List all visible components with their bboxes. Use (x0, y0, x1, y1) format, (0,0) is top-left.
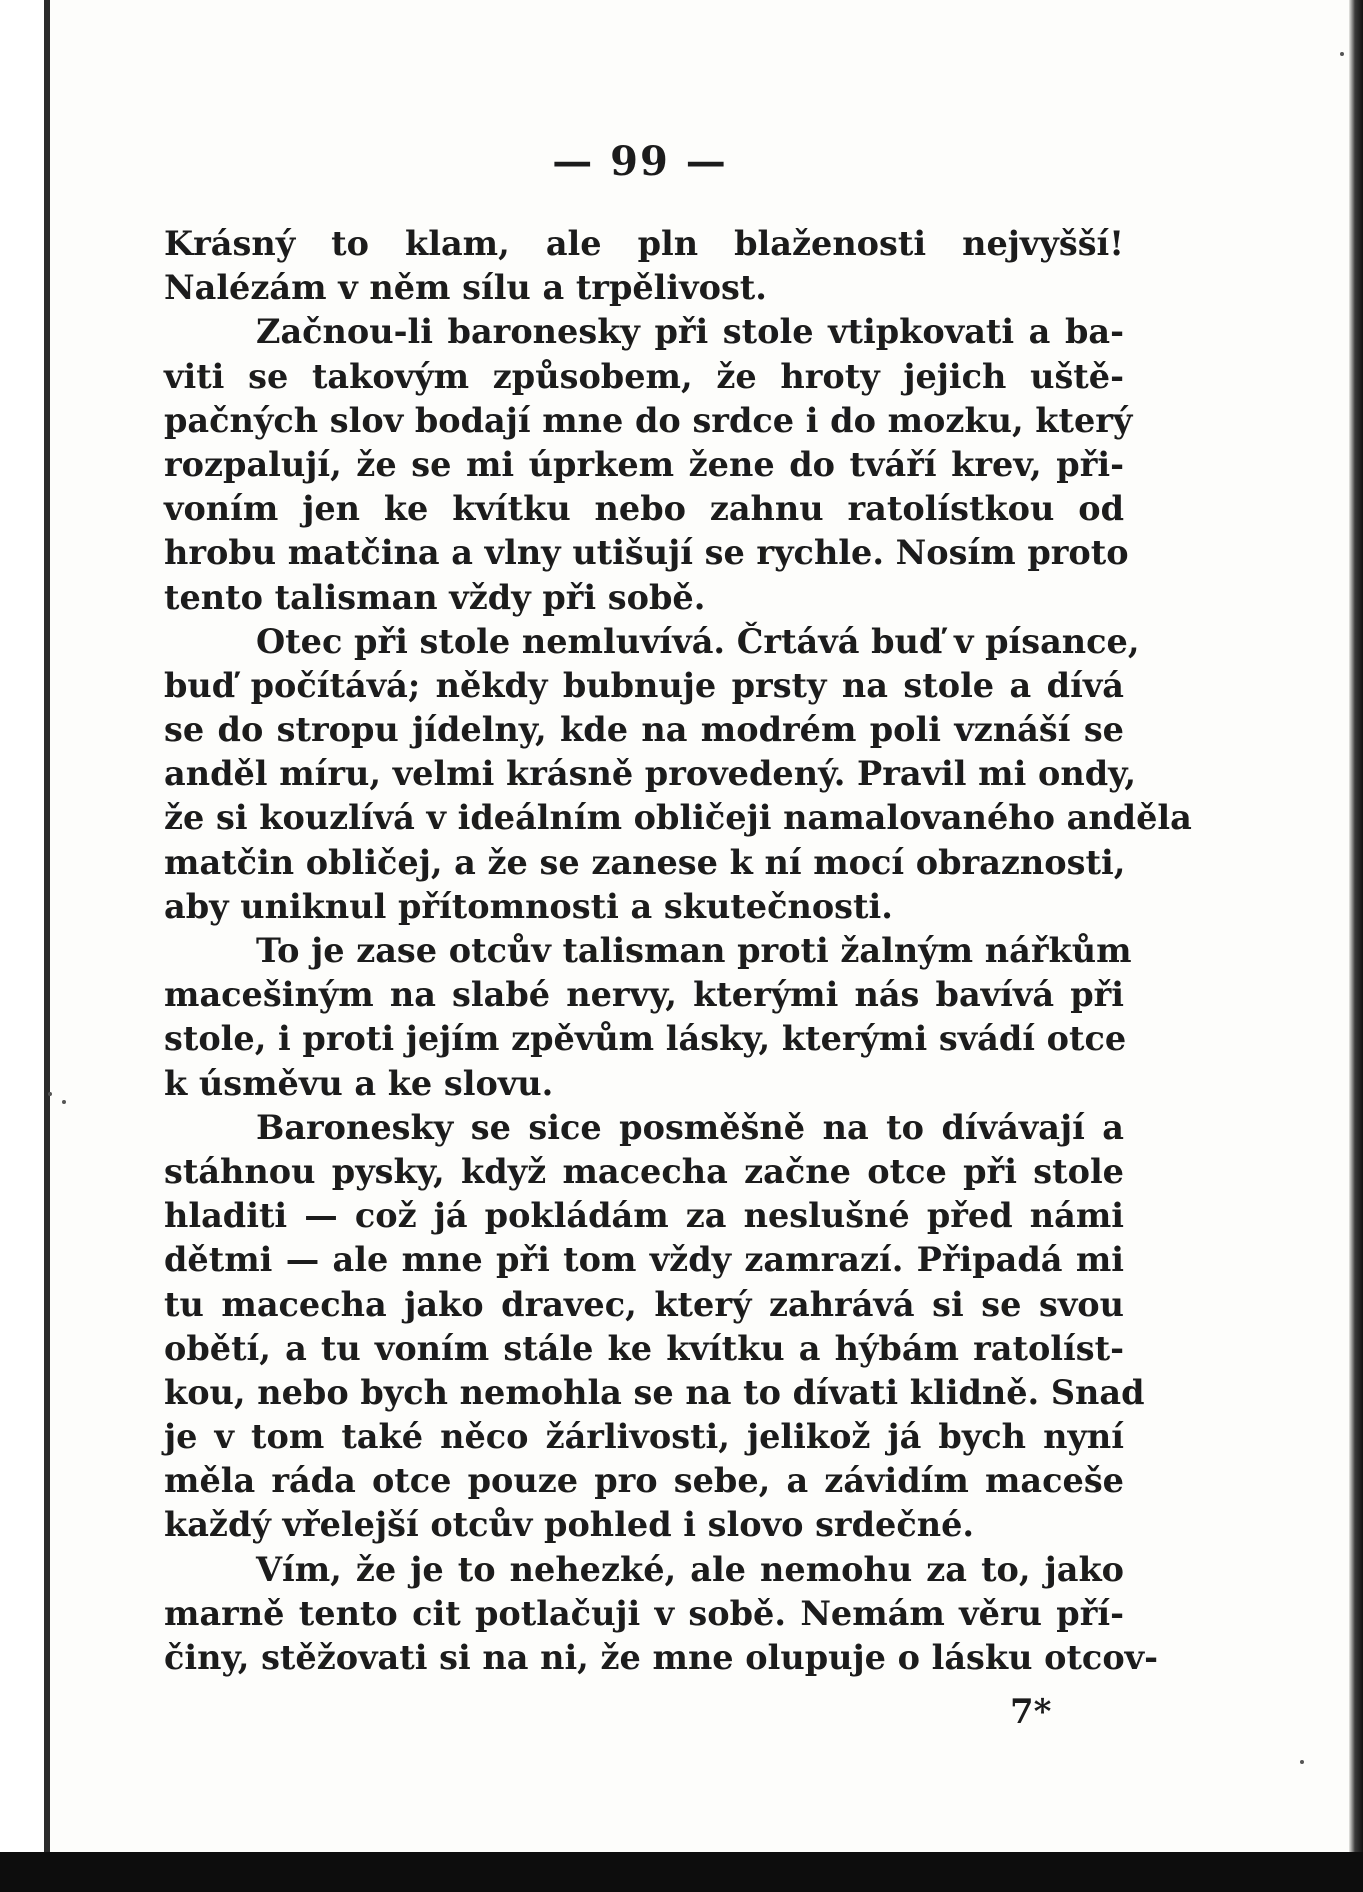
text-line: viti se takovým způsobem, že hroty jejich uště- (164, 356, 1124, 396)
text-line: že si kouzlívá v ideálním obličeji namalovaného anděla (164, 798, 1192, 838)
text-line: anděl míru, velmi krásně provedený. Pravil mi ondy, (164, 754, 1137, 794)
text-line: Začnou-li baronesky při stole vtipkovati a ba- (256, 312, 1124, 352)
text-line: stáhnou pysky, když macecha začne otce při stole (164, 1151, 1124, 1191)
text-line: měla ráda otce pouze pro sebe, a závidím maceše (164, 1461, 1124, 1501)
text-line: tu macecha jako dravec, který zahrává si se svou (164, 1284, 1124, 1324)
body-text (164, 222, 1192, 1680)
text-line: stole, i proti jejím zpěvům lásky, kterými svádí otce (164, 1019, 1127, 1059)
text-line: tento talisman vždy při sobě. (164, 577, 706, 617)
text-line: Vím, že je to nehezké, ale nemohu za to, jako (256, 1549, 1124, 1589)
text-line: aby uniknul přítomnosti a skutečnosti. (164, 886, 893, 926)
scan-speck (48, 1092, 52, 1096)
scan-speck (62, 1100, 66, 1104)
text-line: To je zase otcův talisman proti žalným nářkům (256, 931, 1132, 970)
page-bottom-edge (0, 1852, 1363, 1892)
scan-speck (1300, 1760, 1304, 1764)
text-line: hrobu matčina a vlny utišují se rychle. Nosím proto (164, 533, 1129, 573)
text-line: kou, nebo bych nemohla se na to dívati klidně. Snad (164, 1372, 1145, 1412)
text-line: pačných slov bodají mne do srdce i do mozku, který (164, 400, 1133, 440)
text-line: k úsměvu a ke slovu. (164, 1063, 554, 1103)
text-line: buď počítává; někdy bubnuje prsty na stole a dívá (164, 665, 1124, 705)
text-line: obětí, a tu voním stále ke kvítku a hýbám ratolíst- (164, 1328, 1124, 1368)
signature-mark: 7* (1010, 1692, 1052, 1732)
text-line: každý vřelejší otcův pohled i slovo srdečné. (164, 1505, 975, 1545)
text-line: Baronesky se sice posměšně na to dívávají a (256, 1107, 1124, 1147)
text-line: rozpalují, že se mi úprkem žene do tváří krev, při- (164, 444, 1124, 484)
text-line: marně tento cit potlačuji v sobě. Nemám věru pří- (164, 1593, 1124, 1633)
page-right-edge (1349, 0, 1363, 1892)
text-line: matčin obličej, a že se zanese k ní mocí obraznosti, (164, 842, 1126, 882)
text-line: Krásný to klam, ale pln blaženosti nejvyšší! (164, 224, 1124, 263)
page-binding-edge (0, 0, 52, 1892)
scan-speck (1340, 52, 1344, 56)
text-line: je v tom také něco žárlivosti, jelikož já bych nyní (164, 1417, 1124, 1457)
text-line: Nalézám v něm sílu a trpělivost. (164, 268, 767, 308)
text-line: macešiným na slabé nervy, kterými nás bavívá při (164, 975, 1124, 1015)
text-line: hladiti — což já pokládám za neslušné před námi (164, 1196, 1124, 1236)
text-line: voním jen ke kvítku nebo zahnu ratolístkou od (164, 489, 1124, 529)
text-line: činy, stěžovati si na ni, že mne olupuje o lásku otcov- (164, 1638, 1159, 1677)
text-line: se do stropu jídelny, kde na modrém poli vznáší se (164, 710, 1124, 750)
text-line: Otec při stole nemluvívá. Črtává buď v písance, (256, 621, 1140, 661)
page-number: — 99 — (552, 138, 728, 185)
text-line: dětmi — ale mne při tom vždy zamrazí. Připadá mi (164, 1240, 1124, 1280)
